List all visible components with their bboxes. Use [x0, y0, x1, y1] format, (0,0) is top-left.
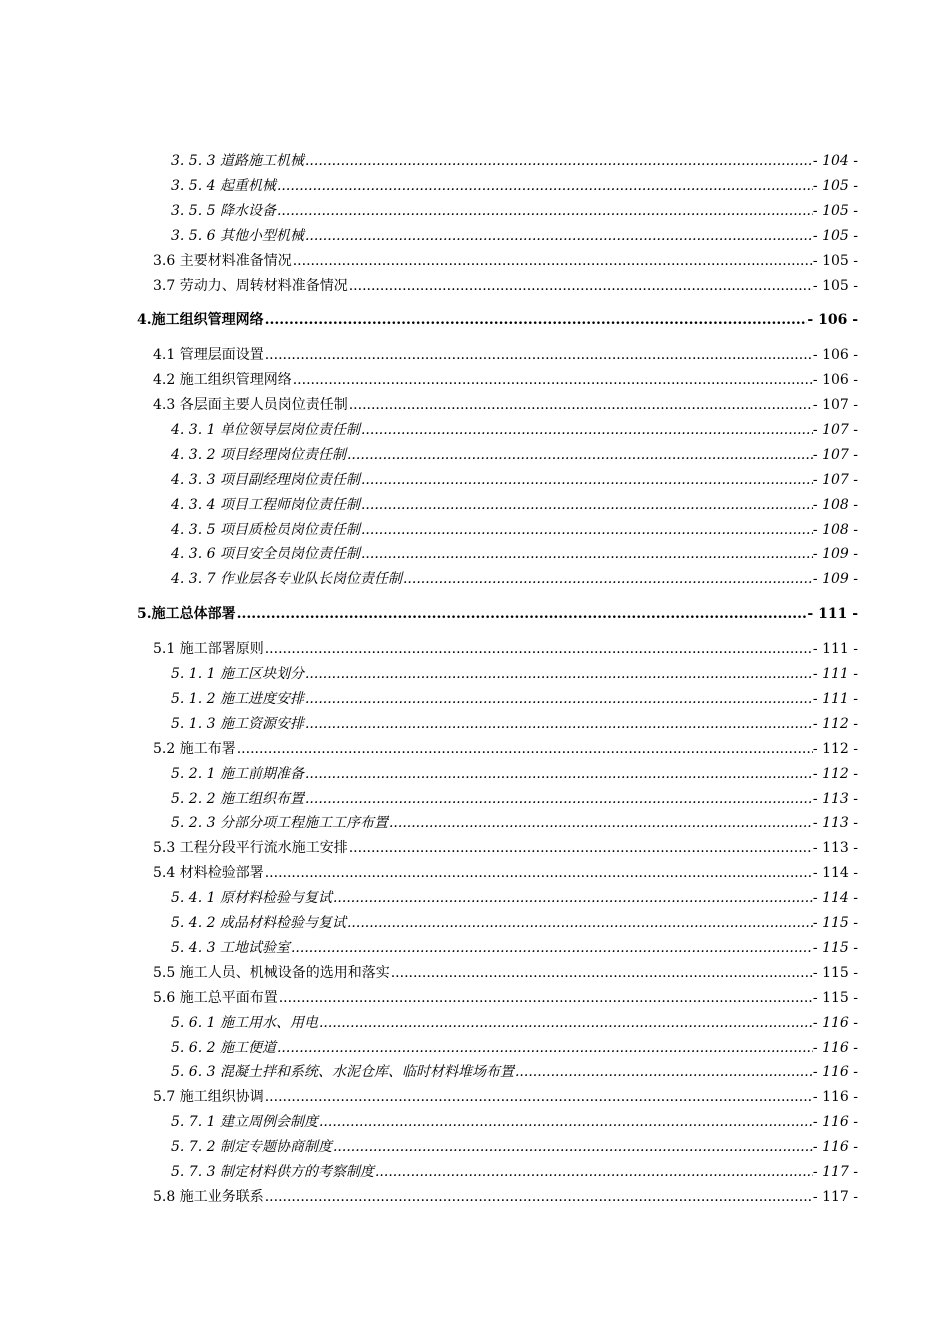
toc-entry-title: 5.8 施工业务联系	[153, 1189, 264, 1205]
dot-leader	[349, 275, 813, 297]
toc-entry-page-number: - 116 -	[812, 1114, 858, 1130]
toc-entry-title: 5. 2. 1 施工前期准备	[171, 766, 304, 782]
dot-leader	[361, 469, 813, 491]
toc-entry-title: 5. 6. 1 施工用水、用电	[171, 1015, 318, 1031]
dot-leader	[319, 1111, 813, 1133]
toc-entry-title: 5. 4. 3 工地试验室	[171, 940, 290, 956]
toc-entry-title: 4. 3. 4 项目工程师岗位责任制	[171, 497, 360, 513]
toc-entry-page-number: - 116 -	[812, 1089, 858, 1105]
toc-entry-title: 5. 7. 2 制定专题协商制度	[171, 1139, 332, 1155]
toc-entry-page-number: - 112 -	[812, 741, 858, 757]
toc-entry-page-number: - 116 -	[812, 1139, 858, 1155]
toc-entry-page-number: - 112 -	[812, 766, 858, 782]
dot-leader	[265, 638, 813, 660]
toc-entry-page-number: - 117 -	[812, 1164, 858, 1180]
toc-entry-page-number: - 108 -	[812, 497, 858, 513]
toc-subsection-entry[interactable]	[171, 1012, 858, 1034]
toc-chapter-entry[interactable]	[137, 603, 858, 625]
dot-leader	[389, 812, 813, 834]
toc-entry-page-number: - 116 -	[812, 1064, 858, 1080]
dot-leader	[237, 603, 808, 625]
toc-subsection-entry[interactable]	[171, 519, 858, 541]
toc-subsection-entry[interactable]	[171, 763, 858, 785]
toc-entry-title: 5. 7. 1 建立周例会制度	[171, 1114, 318, 1130]
dot-leader	[237, 738, 813, 760]
toc-entry-page-number: - 106 -	[812, 372, 858, 388]
toc-subsection-entry[interactable]	[171, 200, 858, 222]
toc-entry-title: 3.6 主要材料准备情况	[153, 253, 292, 269]
dot-leader	[265, 862, 813, 884]
toc-section-entry[interactable]	[153, 394, 858, 416]
toc-subsection-entry[interactable]	[171, 150, 858, 172]
toc-entry-title: 5. 4. 1 原材料检验与复试	[171, 890, 332, 906]
dot-leader	[305, 150, 813, 172]
toc-entry-page-number: - 112 -	[812, 716, 858, 732]
toc-entry-page-number: - 116 -	[812, 1015, 858, 1031]
dot-leader	[293, 369, 813, 391]
toc-entry-title: 5. 1. 1 施工区块划分	[171, 666, 304, 682]
dot-leader	[361, 519, 813, 541]
toc-entry-title: 5.6 施工总平面布置	[153, 990, 278, 1006]
toc-entry-page-number: - 106 -	[812, 347, 858, 363]
toc-entry-title: 5.3 工程分段平行流水施工安排	[153, 840, 348, 856]
toc-subsection-entry[interactable]	[171, 469, 858, 491]
dot-leader	[333, 887, 813, 909]
toc-section-entry[interactable]	[153, 862, 858, 884]
toc-section-entry[interactable]	[153, 275, 858, 297]
toc-subsection-entry[interactable]	[171, 225, 858, 247]
toc-entry-title: 5.施工总体部署	[137, 606, 236, 622]
toc-subsection-entry[interactable]	[171, 887, 858, 909]
toc-entry-page-number: - 109 -	[812, 571, 858, 587]
toc-entry-page-number: - 115 -	[812, 940, 858, 956]
toc-subsection-entry[interactable]	[171, 912, 858, 934]
toc-entry-page-number: - 108 -	[812, 522, 858, 538]
toc-subsection-entry[interactable]	[171, 568, 858, 590]
toc-subsection-entry[interactable]	[171, 175, 858, 197]
toc-subsection-entry[interactable]	[171, 419, 858, 441]
toc-entry-title: 5.2 施工布署	[153, 741, 236, 757]
toc-subsection-entry[interactable]	[171, 1111, 858, 1133]
dot-leader	[277, 200, 813, 222]
toc-subsection-entry[interactable]	[171, 812, 858, 834]
toc-entry-title: 5. 1. 3 施工资源安排	[171, 716, 304, 732]
dot-leader	[361, 419, 813, 441]
toc-subsection-entry[interactable]	[171, 663, 858, 685]
toc-entry-title: 3. 5. 3 道路施工机械	[171, 153, 304, 169]
dot-leader	[291, 937, 813, 959]
toc-entry-page-number: - 105 -	[812, 253, 858, 269]
dot-leader	[293, 250, 813, 272]
toc-entry-title: 4. 3. 7 作业层各专业队长岗位责任制	[171, 571, 402, 587]
dot-leader	[305, 788, 813, 810]
toc-entry-title: 3.7 劳动力、周转材料准备情况	[153, 278, 348, 294]
toc-entry-page-number: - 105 -	[812, 203, 858, 219]
toc-entry-title: 4. 3. 5 项目质检员岗位责任制	[171, 522, 360, 538]
toc-entry-page-number: - 109 -	[812, 546, 858, 562]
toc-section-entry[interactable]	[153, 738, 858, 760]
toc-entry-title: 4. 3. 3 项目副经理岗位责任制	[171, 472, 360, 488]
dot-leader	[305, 225, 813, 247]
dot-leader	[265, 1086, 813, 1108]
toc-subsection-entry[interactable]	[171, 1061, 858, 1083]
dot-leader	[265, 344, 813, 366]
dot-leader	[265, 1186, 813, 1208]
toc-entry-page-number: - 116 -	[812, 1040, 858, 1056]
toc-subsection-entry[interactable]	[171, 1037, 858, 1059]
toc-entry-page-number: - 115 -	[812, 915, 858, 931]
toc-entry-title: 5.4 材料检验部署	[153, 865, 264, 881]
toc-entry-title: 5. 2. 2 施工组织布置	[171, 791, 304, 807]
toc-entry-page-number: - 107 -	[812, 472, 858, 488]
toc-entry-page-number: - 107 -	[812, 422, 858, 438]
toc-entry-title: 5. 6. 2 施工便道	[171, 1040, 276, 1056]
dot-leader	[403, 568, 813, 590]
toc-entry-page-number: - 106 -	[807, 312, 858, 328]
toc-section-entry[interactable]	[153, 369, 858, 391]
dot-leader	[361, 494, 813, 516]
toc-entry-title: 3. 5. 5 降水设备	[171, 203, 276, 219]
dot-leader	[349, 837, 813, 859]
toc-subsection-entry[interactable]	[171, 494, 858, 516]
toc-section-entry[interactable]	[153, 987, 858, 1009]
dot-leader	[265, 309, 808, 331]
toc-entry-title: 4. 3. 6 项目安全员岗位责任制	[171, 546, 360, 562]
toc-section-entry[interactable]	[153, 344, 858, 366]
dot-leader	[347, 912, 813, 934]
dot-leader	[349, 394, 813, 416]
toc-entry-page-number: - 105 -	[812, 228, 858, 244]
toc-section-entry[interactable]	[153, 837, 858, 859]
toc-section-entry[interactable]	[153, 1086, 858, 1108]
dot-leader	[333, 1136, 813, 1158]
toc-entry-title: 4.施工组织管理网络	[137, 312, 264, 328]
dot-leader	[277, 175, 813, 197]
toc-entry-page-number: - 111 -	[812, 641, 858, 657]
toc-entry-title: 5. 2. 3 分部分项工程施工工序布置	[171, 815, 388, 831]
dot-leader	[305, 688, 813, 710]
toc-entry-page-number: - 104 -	[812, 153, 858, 169]
toc-subsection-entry[interactable]	[171, 688, 858, 710]
toc-entry-title: 4. 3. 2 项目经理岗位责任制	[171, 447, 346, 463]
toc-entry-page-number: - 113 -	[812, 815, 858, 831]
toc-entry-page-number: - 111 -	[807, 606, 858, 622]
toc-entry-title: 5.5 施工人员、机械设备的选用和落实	[153, 965, 390, 981]
toc-entry-title: 5. 6. 3 混凝土拌和系统、水泥仓库、临时材料堆场布置	[171, 1064, 514, 1080]
dot-leader	[305, 763, 813, 785]
toc-chapter-entry[interactable]	[137, 309, 858, 331]
toc-entry-page-number: - 115 -	[812, 990, 858, 1006]
toc-entry-page-number: - 114 -	[812, 865, 858, 881]
toc-entry-page-number: - 107 -	[812, 397, 858, 413]
toc-subsection-entry[interactable]	[171, 444, 858, 466]
toc-entry-page-number: - 114 -	[812, 890, 858, 906]
toc-section-entry[interactable]	[153, 638, 858, 660]
toc-entry-title: 4.1 管理层面设置	[153, 347, 264, 363]
toc-subsection-entry[interactable]	[171, 713, 858, 735]
toc-entry-title: 4.2 施工组织管理网络	[153, 372, 292, 388]
toc-entry-page-number: - 105 -	[812, 178, 858, 194]
toc-entry-title: 4.3 各层面主要人员岗位责任制	[153, 397, 348, 413]
toc-entry-page-number: - 115 -	[812, 965, 858, 981]
toc-entry-page-number: - 105 -	[812, 278, 858, 294]
dot-leader	[305, 713, 813, 735]
toc-entry-page-number: - 117 -	[812, 1189, 858, 1205]
toc-entry-title: 5.7 施工组织协调	[153, 1089, 264, 1105]
dot-leader	[305, 663, 813, 685]
toc-subsection-entry[interactable]	[171, 543, 858, 565]
toc-entry-title: 5. 1. 2 施工进度安排	[171, 691, 304, 707]
toc-entry-title: 4. 3. 1 单位领导层岗位责任制	[171, 422, 360, 438]
dot-leader	[515, 1061, 813, 1083]
toc-entry-page-number: - 111 -	[812, 691, 858, 707]
toc-entry-page-number: - 113 -	[812, 840, 858, 856]
dot-leader	[319, 1012, 813, 1034]
toc-subsection-entry[interactable]	[171, 1136, 858, 1158]
dot-leader	[279, 987, 813, 1009]
toc-entry-title: 5.1 施工部署原则	[153, 641, 264, 657]
toc-entry-page-number: - 107 -	[812, 447, 858, 463]
dot-leader	[391, 962, 813, 984]
toc-section-entry[interactable]	[153, 962, 858, 984]
toc-section-entry[interactable]	[153, 1186, 858, 1208]
dot-leader	[277, 1037, 813, 1059]
toc-section-entry[interactable]	[153, 250, 858, 272]
dot-leader	[375, 1161, 813, 1183]
toc-entry-title: 5. 7. 3 制定材料供方的考察制度	[171, 1164, 374, 1180]
dot-leader	[347, 444, 813, 466]
toc-subsection-entry[interactable]	[171, 937, 858, 959]
toc-subsection-entry[interactable]	[171, 788, 858, 810]
toc-subsection-entry[interactable]	[171, 1161, 858, 1183]
toc-entry-page-number: - 111 -	[812, 666, 858, 682]
toc-entry-title: 3. 5. 4 起重机械	[171, 178, 276, 194]
toc-entry-title: 3. 5. 6 其他小型机械	[171, 228, 304, 244]
toc-entry-title: 5. 4. 2 成品材料检验与复试	[171, 915, 346, 931]
dot-leader	[361, 543, 813, 565]
toc-entry-page-number: - 113 -	[812, 791, 858, 807]
